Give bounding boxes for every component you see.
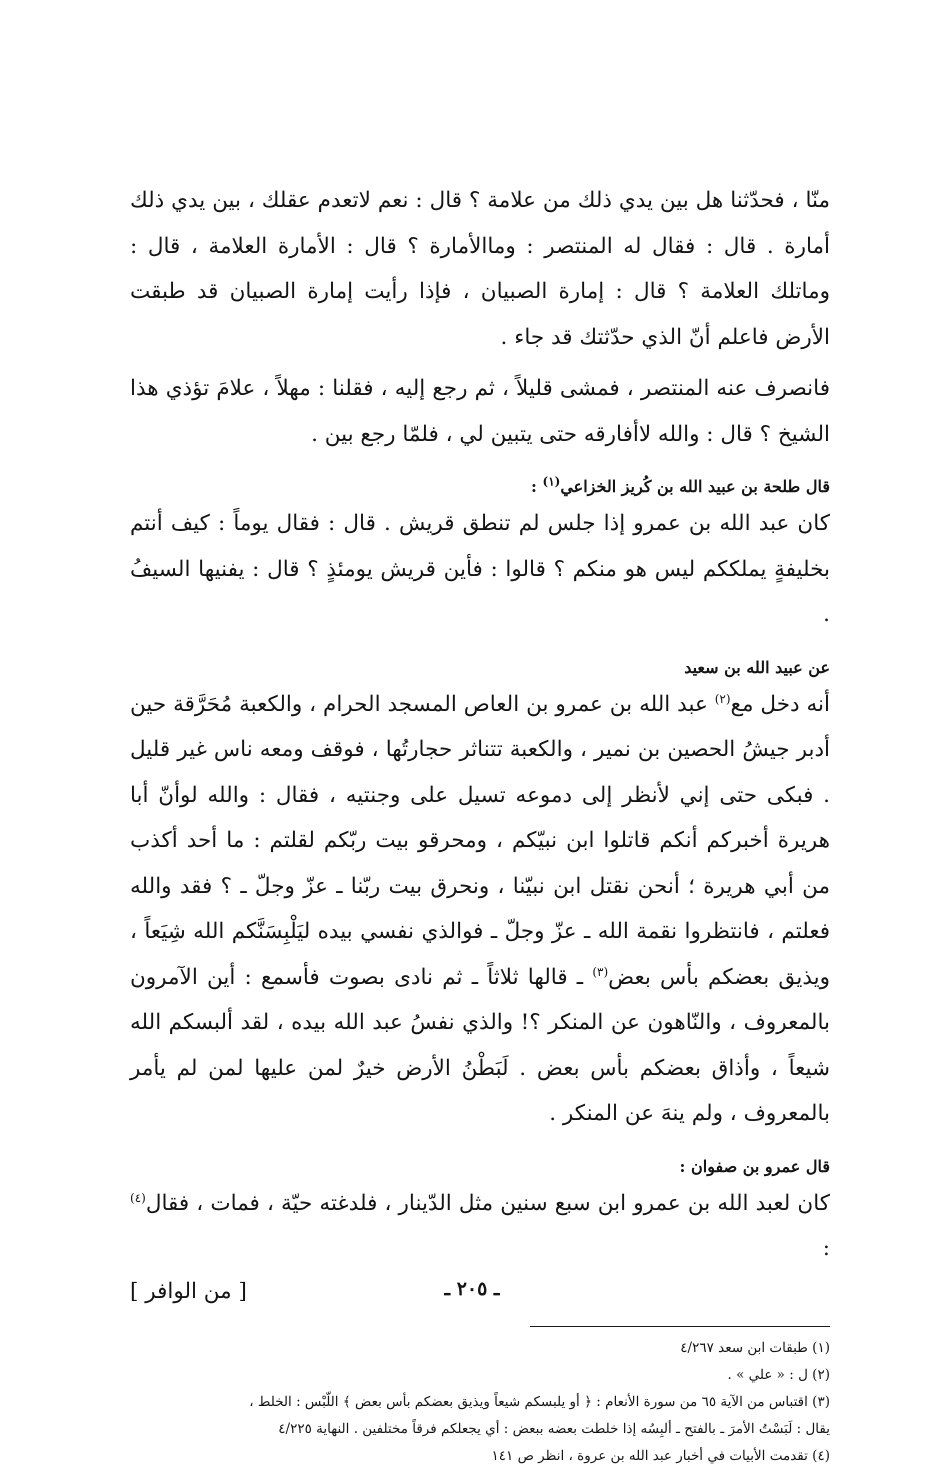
- paragraph-1: منّا ، فحدّثنا هل بين يدي ذلك من علامة ؟ قال : نعم لاتعدم عقلك ، بين يدي ذلك أمارة . قال : فقال له المنتصر : وماالأمارة ؟ قال : الأمارة العلامة ، قال : وماتلك العلامة ؟ قال : إمارة الصبيان ، فإذا رأيت إمارة الصبيان قد طبقت الأرض فاعلم أنّ الذي حدّثتك قد جاء .: [130, 188, 830, 350]
- section-heading-talha: [130, 473, 830, 501]
- paragraph-amr: [130, 1181, 830, 1272]
- text-part-b: :: [822, 1236, 830, 1261]
- paragraph-ubaidullah: [130, 682, 830, 1137]
- footnote-3-continued: يقال : لَبَسْتُ الأمرَ ـ بالفتح ـ ألبِسُه إذا خلطت بعضه ببعض : أي يجعلكم فرقاً مختلفين . النهاية ٤/٢٢٥: [278, 1420, 830, 1437]
- footnote-4: (٤) تقدمت الأبيات في أخبار عبد الله بن عروة ، انظر ص ١٤١: [491, 1447, 830, 1464]
- text-part-b: عبد الله بن عمرو بن العاص المسجد الحرام ، والكعبة مُحَرَّقة حين أدبر جيشُ الحصين بن نمير ، والكعبة تتناثر حجارتُها ، فوقف ومعه ناس غير قليل . فبكى حتى إني لأنظر إلى دموعه تسيل على وجنتيه ، فقال : والله لوأنّ أبا هريرة أخبركم أنكم قاتلوا ابن نبيّكم ، ومحرقو بيت ربّكم لقلتم : ما أحد أكذب من أبي هريرة ؛ أنحن نقتل ابن نبيّنا ، ونحرق بيت ربّنا ـ عزّ وجلّ ـ ؟ فقد والله فعلتم ، فانتظروا نقمة الله ـ عزّ وجلّ ـ فوالذي نفسي بيده ليَلْبِسَنَّكم الله شِيَعاً ، ويذيق بعضكم بأس بعض: [130, 691, 830, 990]
- heading-tail: :: [531, 477, 543, 496]
- footnote-3: (٣) اقتباس من الآية ٦٥ من سورة الأنعام : ﴿ أو يلبسكم شيعاً ويذيق بعضكم بأس بعض ﴾ اللّبْس : الخلط ،: [249, 1393, 830, 1410]
- footnote-ref-4: (٤): [130, 1190, 146, 1205]
- heading-text: قال طلحة بن عبيد الله بن كُريز الخزاعي: [560, 477, 830, 496]
- footnote-ref-1: (١): [542, 474, 561, 489]
- text-part-c: ـ قالها ثلاثاً ـ ثم نادى بصوت فأسمع : أين الآمرون بالمعروف ، والنّاهون عن المنكر ؟! والذي نفسُ عبد الله بيده ، لقد ألبسكم الله شيعاً ، وأذاق بعضكم بأس بعض . لَبَطْنُ الأرض خيرٌ لمن عليها لمن لم يأمر بالمعروف ، ولم ينهَ عن المنكر .: [130, 964, 830, 1126]
- text-part-a: كان لعبد الله بن عمرو ابن سبع سنين مثل الدّينار ، فلدغته حيّة ، فمات ، فقال: [145, 1190, 830, 1216]
- text-part-a: أنه دخل مع: [730, 691, 830, 717]
- page-number: ـ ٢٠٥ ـ: [444, 1278, 500, 1300]
- section-heading-amr: قال عمرو بن صفوان :: [679, 1156, 830, 1176]
- footnote-divider: [530, 1326, 830, 1327]
- book-page: [130, 178, 830, 1470]
- footnote-2: (٢) ل : « علي » .: [727, 1366, 830, 1383]
- paragraph-talha: كان عبد الله بن عمرو إذا جلس لم تنطق قريش . قال : فقال يوماً : كيف أنتم بخليفةٍ يملككم ليس هو منكم ؟ قالوا : فأين قريش يومئذٍ ؟ قال : يفنيها السيفُ .: [130, 511, 830, 627]
- paragraph-2: فانصرف عنه المنتصر ، فمشى قليلاً ، ثم رجع إليه ، فقلنا : مهلاً ، علامَ تؤذي هذا الشيخ ؟ قال : والله لاأفارقه حتى يتبين لي ، فلمّا رجع بين .: [130, 376, 830, 447]
- footnotes: [130, 1335, 830, 1470]
- poetic-meter-label: [ من الوافر ]: [130, 1278, 247, 1304]
- footnote-ref-3: (٣): [592, 964, 609, 979]
- footnote-ref-2: (٢): [714, 691, 731, 706]
- footnote-1: (١) طبقات ابن سعد ٤/٢٦٧: [680, 1339, 830, 1356]
- section-heading-ubaidullah: عن عبيد الله بن سعيد: [684, 657, 830, 677]
